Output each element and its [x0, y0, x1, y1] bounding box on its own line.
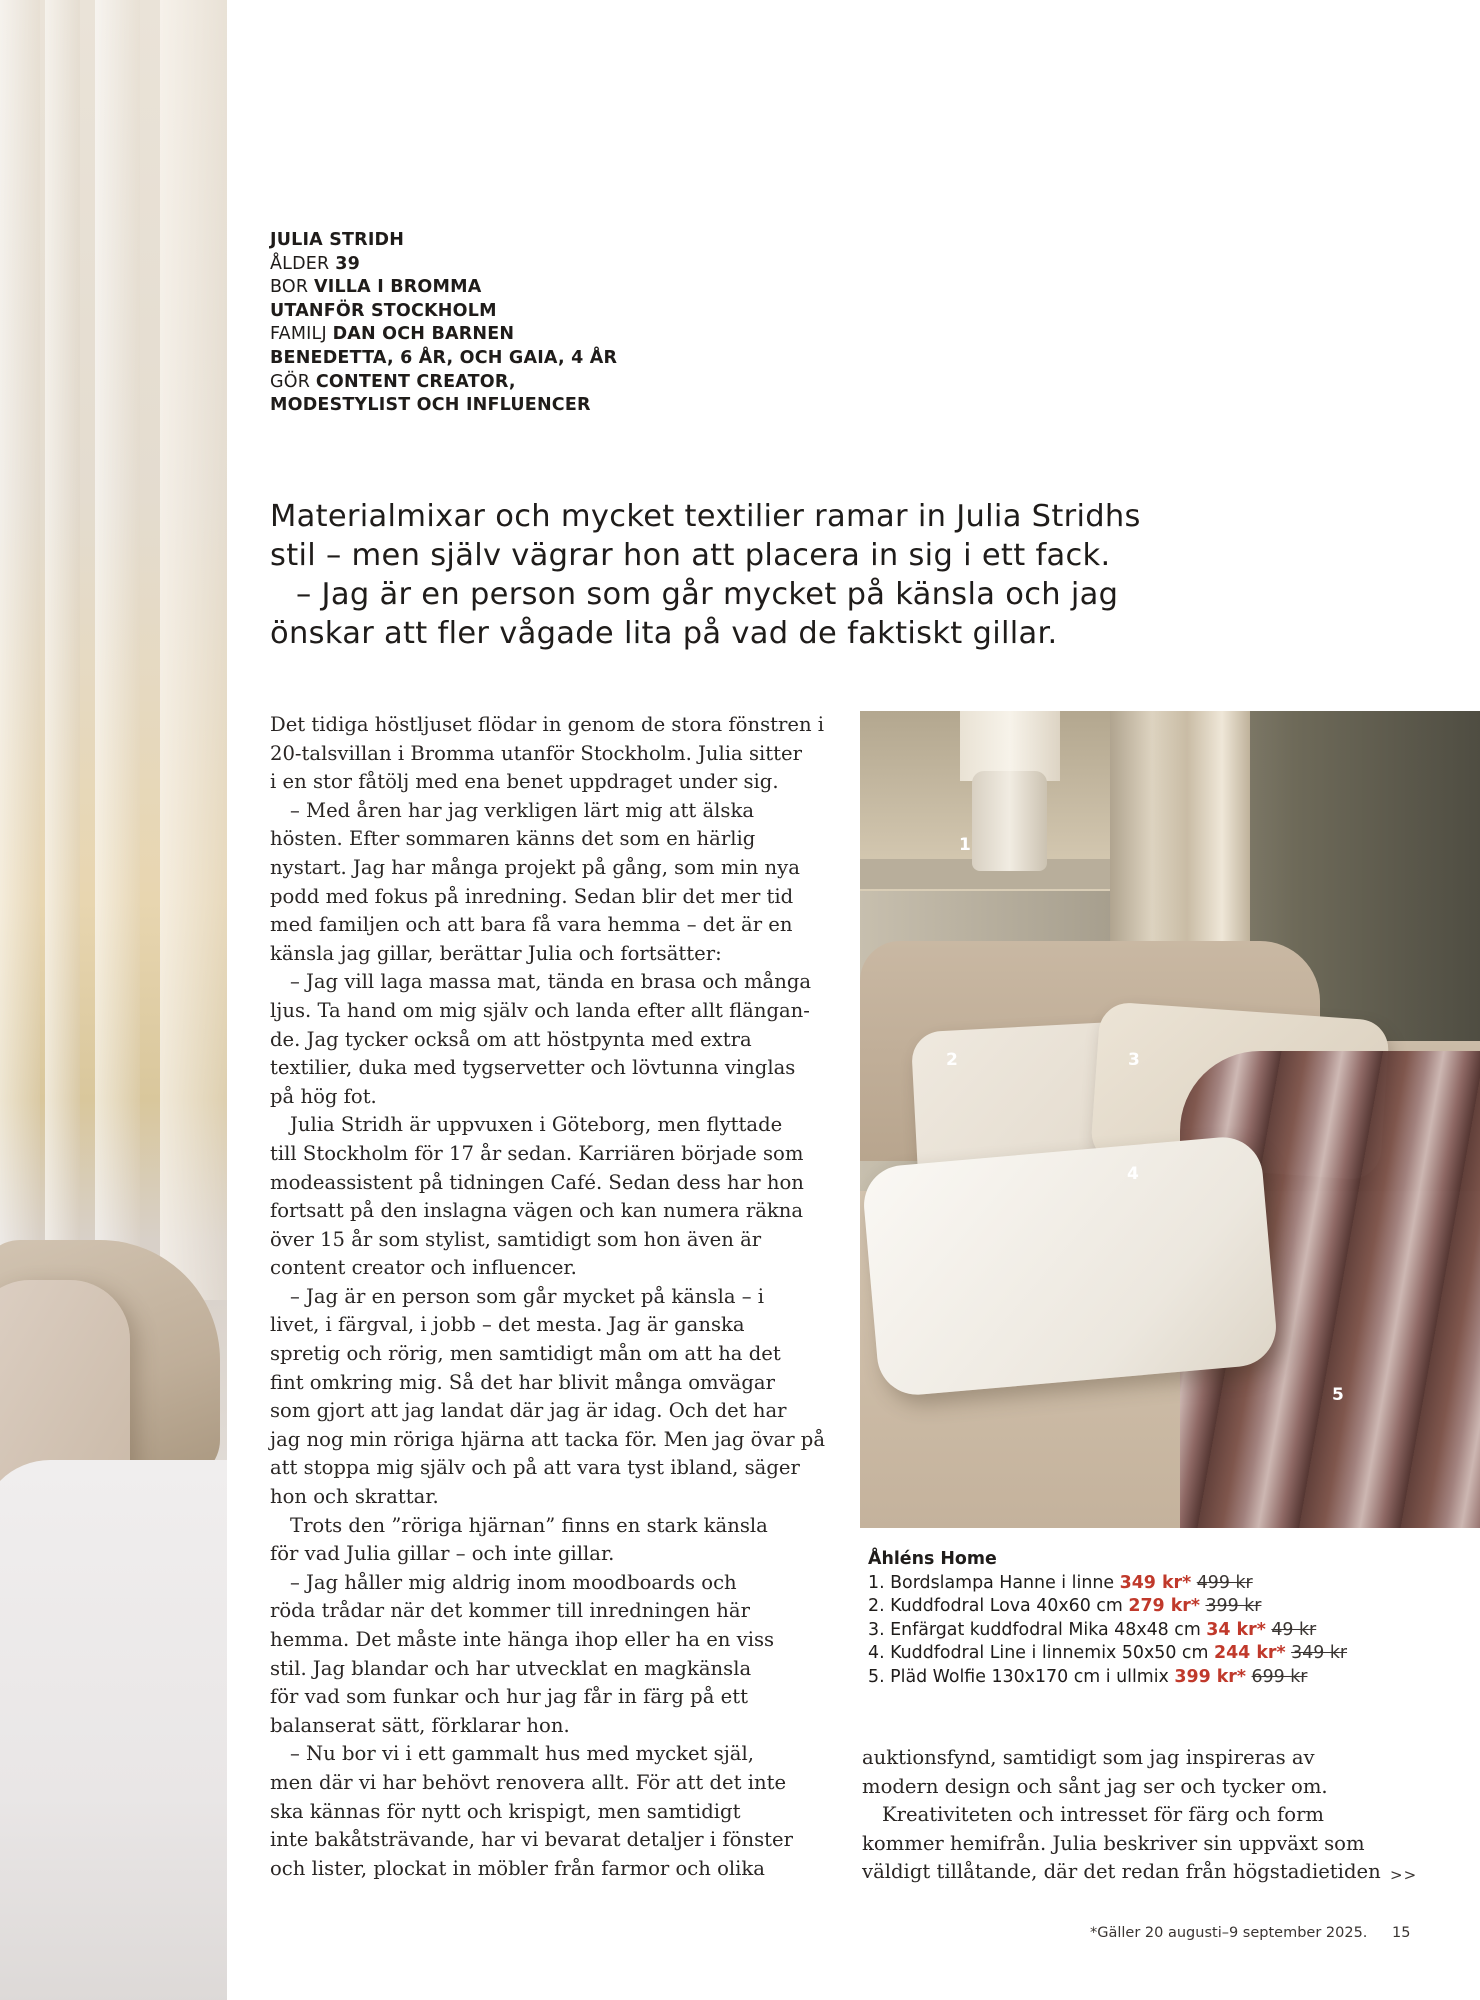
original-price: 699 kr — [1251, 1666, 1308, 1687]
pillow-line — [861, 1134, 1280, 1398]
product-caption — [868, 1548, 1347, 1690]
caption-item-text: 5. Pläd Wolfie 130x170 cm i ullmix — [868, 1666, 1175, 1687]
table-lamp-base — [972, 771, 1047, 871]
fact-line — [270, 300, 617, 324]
fact-key: ÅLDER — [270, 253, 336, 274]
body-line: – Med åren har jag verkligen lärt mig att älska — [290, 798, 755, 822]
sale-price: 399 kr* — [1174, 1666, 1246, 1687]
body-line: över 15 år som stylist, samtidigt som hon även är — [270, 1227, 762, 1251]
fact-value: VILLA I BROMMA — [314, 277, 482, 298]
body-line: hösten. Efter sommaren känns det som en härlig — [270, 827, 756, 851]
body-line: och lister, plockat in möbler från farmor och olika — [270, 1856, 765, 1880]
caption-item-text: 4. Kuddfodral Line i linnemix 50x50 cm — [868, 1643, 1214, 1664]
body-line: content creator och influencer. — [270, 1256, 577, 1280]
body-line: fint omkring mig. Så det har blivit många omvägar — [270, 1370, 775, 1394]
body-line: till Stockholm för 17 år sedan. Karriären började som — [270, 1141, 804, 1165]
armchair-seat — [0, 1460, 227, 2000]
body-line: balanserat sätt, förklarar hon. — [270, 1713, 570, 1737]
left-interior-photo — [0, 0, 227, 2000]
fact-line — [270, 323, 617, 347]
fact-line — [270, 229, 617, 253]
sale-price: 244 kr* — [1213, 1643, 1286, 1664]
body-line: – Jag vill laga massa mat, tända en brasa och många — [290, 970, 812, 994]
body-line: jag nog min röriga hjärna att tacka för. Men jag övar på — [270, 1427, 826, 1451]
photo-label-4: 4 — [1127, 1164, 1139, 1184]
body-line: röda trådar när det kommer till inredningen här — [270, 1599, 750, 1623]
body-line: modern design och sånt jag ser och tycker om. — [862, 1774, 1328, 1798]
fact-line — [270, 371, 617, 395]
body-line: ska kännas för nytt och krispigt, men samtidigt — [270, 1799, 741, 1823]
body-line: auktionsfynd, samtidigt som jag inspireras av — [862, 1746, 1315, 1769]
body-line: spretig och rörig, men samtidigt mån om att ha det — [270, 1342, 781, 1366]
caption-item — [868, 1595, 1347, 1619]
body-line: Trots den ”röriga hjärnan” finns en stark känsla — [290, 1513, 768, 1537]
body-line: Det tidiga höstljuset flödar in genom de stora fönstren i — [270, 713, 825, 736]
body-line: – Jag håller mig aldrig inom moodboards och — [290, 1570, 737, 1594]
body-line: som gjort att jag landat där jag är idag. Och det har — [270, 1399, 787, 1423]
photo-label-2: 2 — [946, 1050, 958, 1070]
body-line: men där vi har behövt renovera allt. För att det inte — [270, 1770, 787, 1794]
fact-line — [270, 394, 617, 418]
photo-label-1: 1 — [959, 835, 971, 855]
photo-label-5: 5 — [1332, 1385, 1344, 1405]
fact-value: CONTENT CREATOR, — [315, 371, 516, 392]
body-line: – Jag är en person som går mycket på känsla – i — [290, 1284, 765, 1308]
caption-item-text: 3. Enfärgat kuddfodral Mika 48x48 cm — [868, 1619, 1207, 1640]
lead-line: önskar att fler vågade lita på vad de faktiskt gillar. — [270, 616, 1058, 651]
body-line: för vad Julia gillar – och inte gillar. — [270, 1542, 615, 1566]
lead-line: stil – men själv vägrar hon att placera in sig i ett fack. — [270, 538, 1111, 573]
body-line: textilier, duka med tygservetter och lövtunna vinglas — [270, 1056, 796, 1080]
footnote: *Gäller 20 augusti–9 september 2025. — [1090, 1925, 1368, 1941]
original-price: 399 kr — [1205, 1596, 1262, 1617]
caption-item — [868, 1642, 1347, 1666]
body-line: väldigt tillåtande, där det redan från högstadietiden — [862, 1860, 1381, 1884]
fact-line — [270, 347, 617, 371]
body-line: livet, i färgval, i jobb – det mesta. Jag är ganska — [270, 1313, 745, 1337]
caption-brand: Åhléns Home — [868, 1549, 997, 1569]
profile-facts — [270, 229, 617, 418]
body-column-left — [270, 711, 830, 1883]
body-line: Julia Stridh är uppvuxen i Göteborg, men flyttade — [290, 1113, 783, 1137]
sale-price: 279 kr* — [1128, 1596, 1200, 1617]
original-price: 499 kr — [1196, 1572, 1253, 1593]
body-line: modeassistent på tidningen Café. Sedan dess har hon — [270, 1170, 804, 1194]
fact-line — [270, 276, 617, 300]
fact-value: DAN OCH BARNEN — [332, 324, 515, 345]
body-line: känsla jag gillar, berättar Julia och fortsätter: — [270, 941, 722, 965]
body-column-right — [862, 1744, 1422, 1887]
body-line: i en stor fåtölj med ena benet uppdraget under sig. — [270, 770, 779, 794]
living-room-photo — [860, 711, 1480, 1528]
body-line: att stoppa mig själv och på att vara tyst ibland, säger — [270, 1456, 800, 1480]
caption-item — [868, 1572, 1347, 1596]
body-line: fortsatt på den inslagna vägen och kan numera räkna — [270, 1199, 804, 1223]
fact-value: BENEDETTA, 6 ÅR, OCH GAIA, 4 ÅR — [270, 347, 618, 368]
photo-label-3: 3 — [1128, 1050, 1140, 1070]
body-line: hemma. Det måste inte hänga ihop eller ha en viss — [270, 1628, 775, 1651]
body-line: podd med fokus på inredning. Sedan blir det mer tid — [270, 884, 794, 908]
body-line: på hög fot. — [270, 1084, 377, 1108]
fact-value: JULIA STRIDH — [270, 230, 405, 250]
fact-value: UTANFÖR STOCKHOLM — [270, 300, 497, 321]
caption-item-text: 1. Bordslampa Hanne i linne — [868, 1572, 1120, 1593]
lead-line: – Jag är en person som går mycket på känsla och jag — [296, 577, 1119, 612]
lead-paragraph — [270, 497, 1230, 653]
body-line: kommer hemifrån. Julia beskriver sin uppväxt som — [862, 1831, 1365, 1855]
sale-price: 349 kr* — [1119, 1572, 1192, 1593]
fact-key: BOR — [270, 277, 314, 298]
fact-key: GÖR — [270, 371, 316, 392]
fact-key: FAMILJ — [270, 324, 333, 345]
body-line: hon och skrattar. — [270, 1485, 439, 1509]
body-line: stil. Jag blandar och har utvecklat en magkänsla — [270, 1656, 752, 1680]
body-line: ljus. Ta hand om mig själv och landa efter allt flängan- — [270, 998, 810, 1022]
fact-value: 39 — [335, 253, 360, 274]
body-line: för vad som funkar och hur jag får in färg på ett — [270, 1685, 748, 1709]
caption-item — [868, 1619, 1347, 1643]
continue-marker: >> — [1390, 1866, 1418, 1884]
body-line: Kreativiteten och intresset för färg och form — [882, 1803, 1325, 1827]
fact-value: MODESTYLIST OCH INFLUENCER — [270, 395, 591, 416]
original-price: 49 kr — [1271, 1619, 1317, 1640]
fact-line — [270, 253, 617, 277]
body-line: nystart. Jag har många projekt på gång, som min nya — [270, 855, 800, 879]
body-line: – Nu bor vi i ett gammalt hus med mycket själ, — [290, 1742, 754, 1766]
body-line: med familjen och att bara få vara hemma – det är en — [270, 913, 793, 937]
caption-item-text: 2. Kuddfodral Lova 40x60 cm — [868, 1596, 1129, 1617]
sale-price: 34 kr* — [1206, 1619, 1266, 1640]
body-line: de. Jag tycker också om att höstpynta med extra — [270, 1027, 752, 1051]
page-number: 15 — [1392, 1925, 1411, 1941]
caption-item — [868, 1666, 1347, 1690]
body-line: 20-talsvillan i Bromma utanför Stockholm. Julia sitter — [270, 741, 802, 765]
original-price: 349 kr — [1291, 1643, 1348, 1664]
body-line: inte bakåtsträvande, har vi bevarat detaljer i fönster — [270, 1828, 793, 1852]
lead-line: Materialmixar och mycket textilier ramar in Julia Stridhs — [270, 499, 1141, 534]
